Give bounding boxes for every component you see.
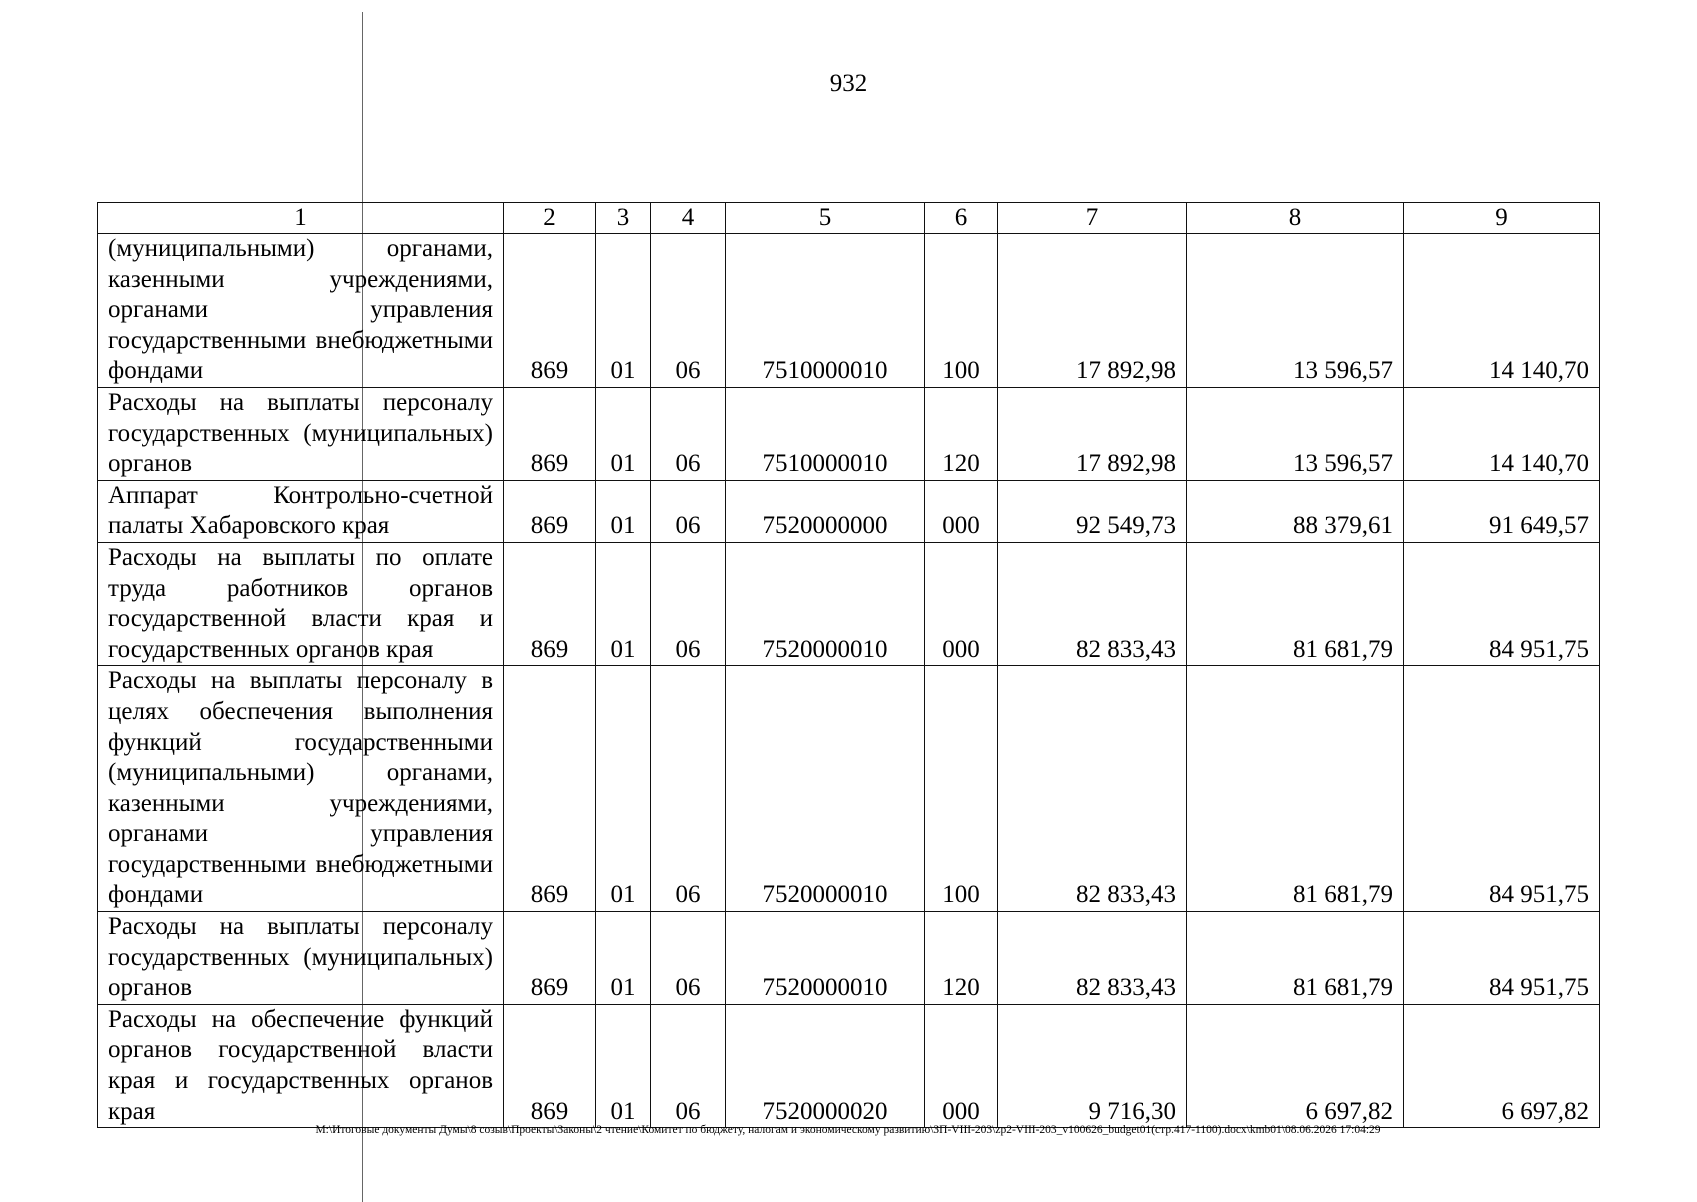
row-description: Расходы на выплаты персоналу государственных (муниципальных) органов [98, 387, 504, 480]
target-item-code: 7520000000 [726, 480, 925, 542]
document-file-path: M:\Итоговые документы Думы\8 созыв\Проекты\Законы\2 чтение\Комитет по бюджету, налогам и экономическому развитию\ЗП-VIII-203\zp2-VIII-203_v100626_budget01(стр.417-1100).docx\kmb01\08.06.2026 17:04:29 [315, 1124, 1381, 1136]
expense-type-code: 000 [925, 480, 998, 542]
amount-col8: 81 681,79 [1187, 912, 1404, 1005]
column-header: 9 [1404, 203, 1600, 234]
ministry-code: 869 [504, 912, 596, 1005]
ministry-code: 869 [504, 234, 596, 388]
amount-col8: 81 681,79 [1187, 666, 1404, 912]
row-description: Расходы на обеспечение функций органов государственной власти края и государственных органов края [98, 1004, 504, 1127]
row-description: Расходы на выплаты по оплате труда работников органов государственной власти края и государственных органов края [98, 542, 504, 665]
table-row [98, 912, 1600, 1005]
column-header: 5 [726, 203, 925, 234]
amount-col7: 17 892,98 [998, 234, 1187, 388]
table-row [98, 387, 1600, 480]
column-header: 4 [651, 203, 726, 234]
subsection-code: 06 [651, 387, 726, 480]
column-header: 2 [504, 203, 596, 234]
section-code: 01 [596, 542, 651, 665]
subsection-code: 06 [651, 234, 726, 388]
amount-col9: 84 951,75 [1404, 912, 1600, 1005]
amount-col9: 84 951,75 [1404, 666, 1600, 912]
column-header: 1 [98, 203, 504, 234]
amount-col7: 82 833,43 [998, 542, 1187, 665]
column-header: 8 [1187, 203, 1404, 234]
amount-col7: 82 833,43 [998, 912, 1187, 1005]
row-description: Аппарат Контрольно-счетной палаты Хабаровского края [98, 480, 504, 542]
table-row [98, 1004, 1600, 1127]
amount-col7: 9 716,30 [998, 1004, 1187, 1127]
amount-col8: 81 681,79 [1187, 542, 1404, 665]
amount-col7: 92 549,73 [998, 480, 1187, 542]
amount-col9: 14 140,70 [1404, 387, 1600, 480]
table-row [98, 666, 1600, 912]
amount-col9: 6 697,82 [1404, 1004, 1600, 1127]
subsection-code: 06 [651, 480, 726, 542]
target-item-code: 7520000010 [726, 666, 925, 912]
column-header: 3 [596, 203, 651, 234]
subsection-code: 06 [651, 542, 726, 665]
target-item-code: 7510000010 [726, 234, 925, 388]
amount-col9: 84 951,75 [1404, 542, 1600, 665]
expense-type-code: 100 [925, 234, 998, 388]
section-code: 01 [596, 912, 651, 1005]
subsection-code: 06 [651, 912, 726, 1005]
target-item-code: 7510000010 [726, 387, 925, 480]
section-code: 01 [596, 387, 651, 480]
amount-col9: 14 140,70 [1404, 234, 1600, 388]
expense-type-code: 000 [925, 1004, 998, 1127]
subsection-code: 06 [651, 666, 726, 912]
section-code: 01 [596, 480, 651, 542]
ministry-code: 869 [504, 387, 596, 480]
ministry-code: 869 [504, 480, 596, 542]
column-header: 6 [925, 203, 998, 234]
ministry-code: 869 [504, 666, 596, 912]
column-header: 7 [998, 203, 1187, 234]
expense-type-code: 000 [925, 542, 998, 665]
amount-col8: 6 697,82 [1187, 1004, 1404, 1127]
page-number: 932 [829, 70, 868, 97]
amount-col9: 91 649,57 [1404, 480, 1600, 542]
target-item-code: 7520000010 [726, 912, 925, 1005]
target-item-code: 7520000020 [726, 1004, 925, 1127]
amount-col7: 17 892,98 [998, 387, 1187, 480]
section-code: 01 [596, 234, 651, 388]
amount-col8: 13 596,57 [1187, 387, 1404, 480]
amount-col8: 88 379,61 [1187, 480, 1404, 542]
ministry-code: 869 [504, 542, 596, 665]
target-item-code: 7520000010 [726, 542, 925, 665]
table-row [98, 234, 1600, 388]
row-description: Расходы на выплаты персоналу государственных (муниципальных) органов [98, 912, 504, 1005]
expense-type-code: 100 [925, 666, 998, 912]
expense-type-code: 120 [925, 387, 998, 480]
column-number-row [98, 203, 1600, 234]
row-description: (муниципальными) органами, казенными учреждениями, органами управления государственными внебюджетными фондами [98, 234, 504, 388]
amount-col7: 82 833,43 [998, 666, 1187, 912]
amount-col8: 13 596,57 [1187, 234, 1404, 388]
table-row [98, 480, 1600, 542]
section-code: 01 [596, 1004, 651, 1127]
ministry-code: 869 [504, 1004, 596, 1127]
section-code: 01 [596, 666, 651, 912]
budget-table [97, 202, 1600, 1128]
subsection-code: 06 [651, 1004, 726, 1127]
expense-type-code: 120 [925, 912, 998, 1005]
row-description: Расходы на выплаты персоналу в целях обеспечения выполнения функций государственными (муниципальными) органами, казенными учреждениями, органами управления государственными внебюджетными фондами [98, 666, 504, 912]
table-row [98, 542, 1600, 665]
